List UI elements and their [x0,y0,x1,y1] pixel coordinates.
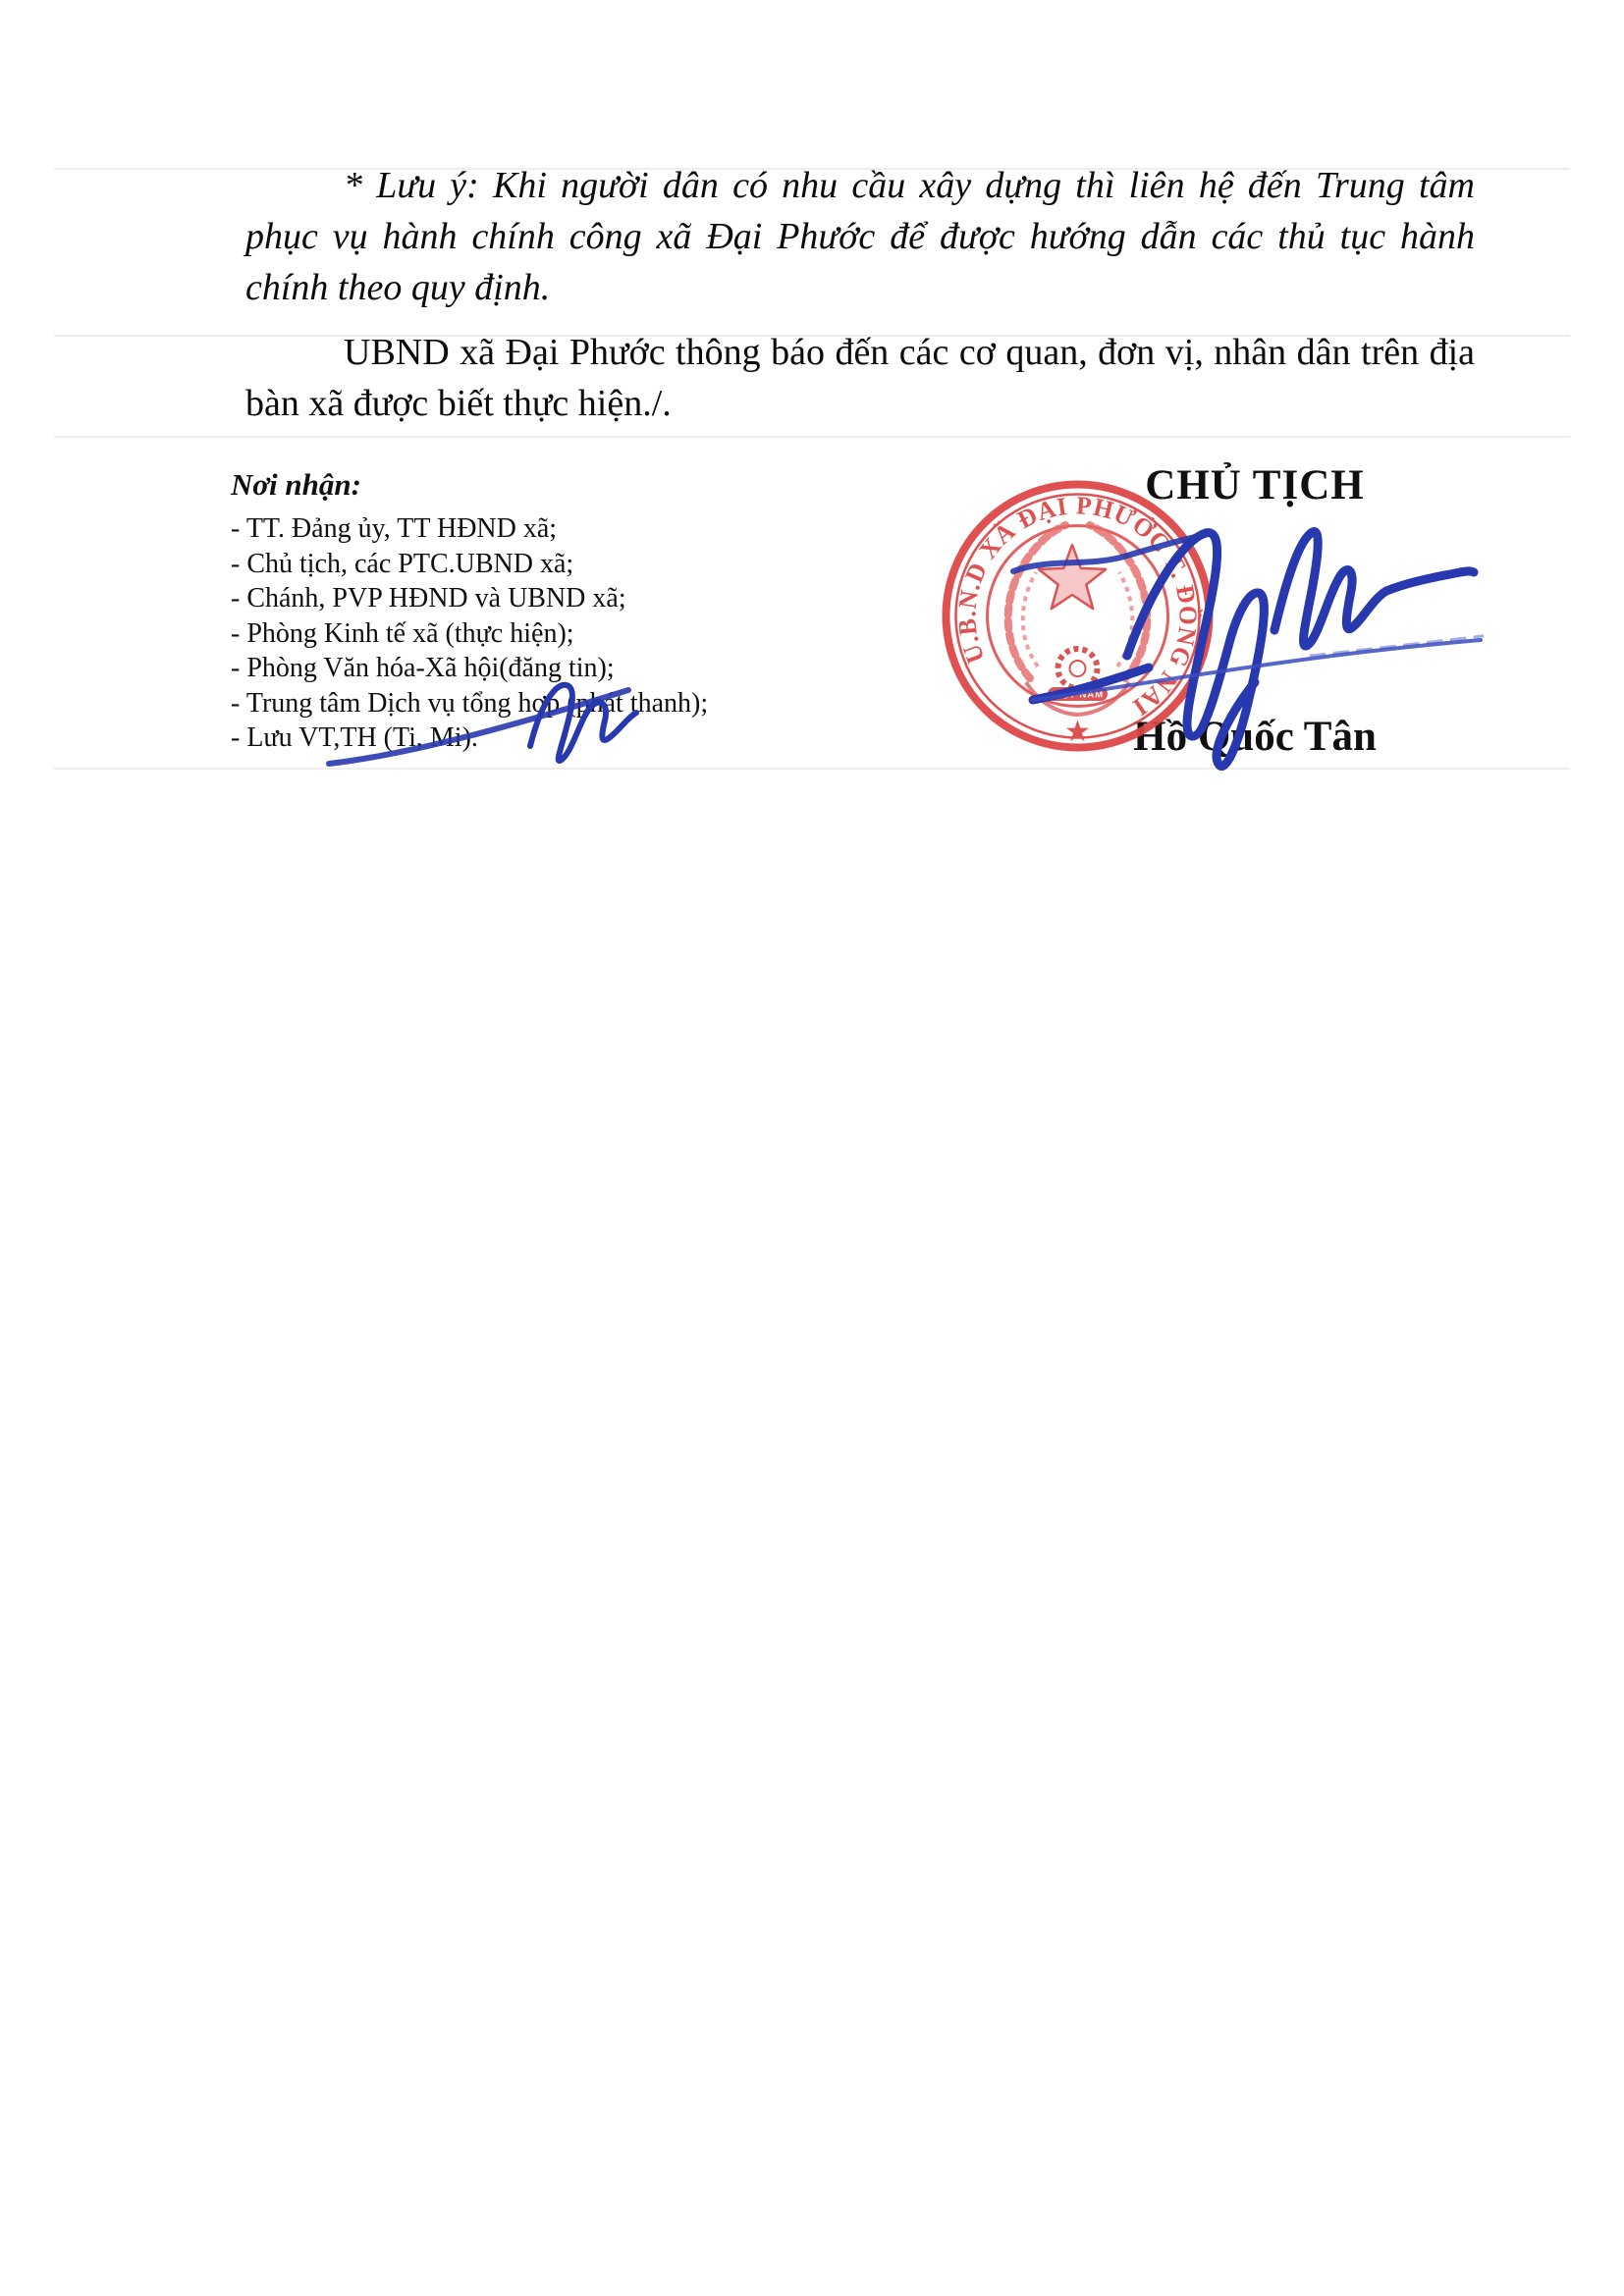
recipient-item: - Phòng Văn hóa-Xã hội(đăng tin); [231,653,615,683]
initials-underline [329,690,628,764]
recipient-item: - Trung tâm Dịch vụ tổng hợp (phát thanh); [231,687,709,719]
president-signature [1001,518,1502,793]
seal-bottom-star-icon: ★ [1064,716,1091,748]
body-paragraph: UBND xã Đại Phước thông báo đến các cơ quan, đơn vị, nhân dân trên địa bàn xã được biết thực hiện./. [245,332,1475,424]
recipient-item: - Chánh, PVP HĐND và UBND xã; [231,583,626,614]
clerk-initials-signature [314,667,648,775]
seal-arc-text: U.B.N.D XÃ ĐẠI PHƯỚC T. ĐỒNG NAI [952,491,1203,722]
signature-monogram-stroke [1127,533,1264,767]
note-paragraph: * Lưu ý: Khi người dân có nhu cầu xây dựng thì liên hệ đến Trung tâm phục vụ hành chính công xã Đại Phước để được hướng dẫn các thủ tục hành chính theo quy định. [245,165,1475,308]
recipient-item: - TT. Đảng ủy, TT HĐND xã; [231,513,558,544]
scan-artifact-line [54,436,1570,438]
signer-title: CHỦ TỊCH [1145,462,1365,508]
recipient-item: - Phòng Kinh tế xã (thực hiện); [231,617,574,649]
signer-name: Hồ Quốc Tân [1133,714,1377,760]
emblem-banner-text: VIỆT NAM [1051,689,1105,701]
signature-faint-line [1311,636,1483,656]
recipient-item: - Lưu VT,TH (Ti, Mi). [231,722,478,753]
signature-loops-stroke [1274,532,1474,646]
initials-squiggle [530,685,636,761]
recipients-header: Nơi nhận: [231,467,361,502]
recipient-item: - Chủ tịch, các PTC.UBND xã; [231,548,574,579]
